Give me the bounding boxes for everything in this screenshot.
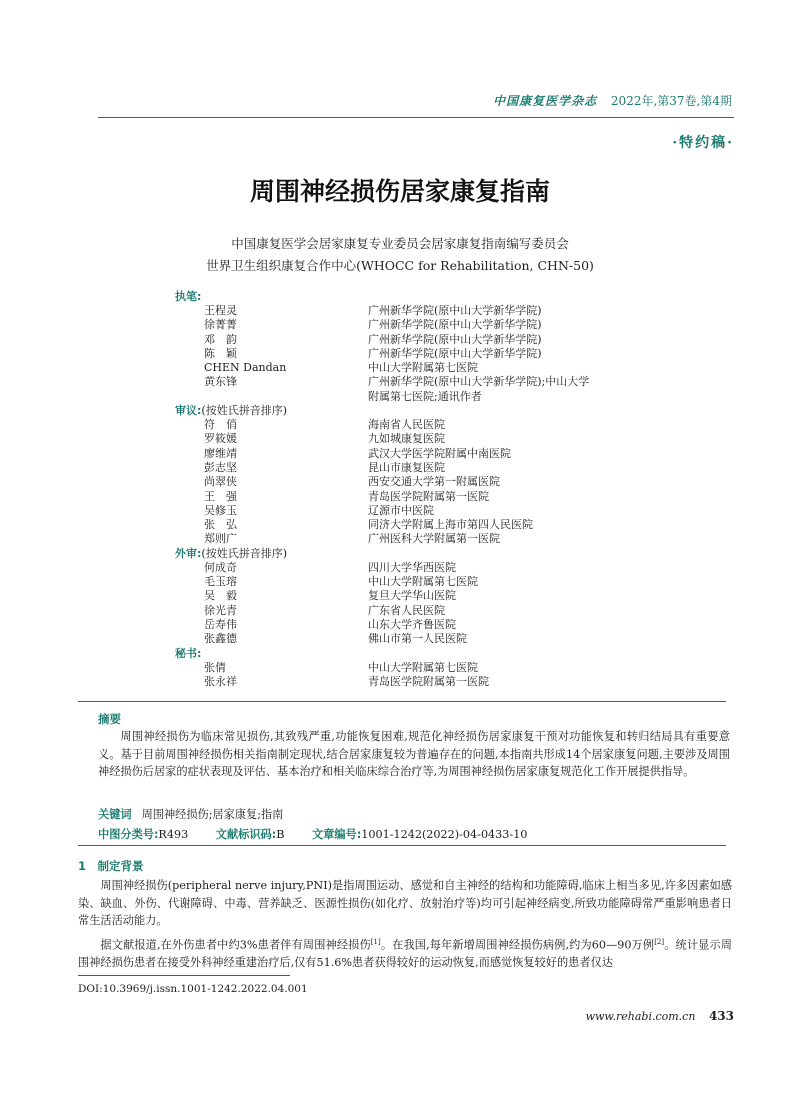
doi: DOI:10.3969/j.issn.1001-1242.2022.04.001 xyxy=(78,983,308,995)
person-name: 邓 韵 xyxy=(204,332,237,346)
person-name: 张永祥 xyxy=(204,674,237,688)
person-affiliation: 九如城康复医院 xyxy=(368,432,445,446)
person-affiliation: 广东省人民医院 xyxy=(368,603,445,617)
person-affiliation: 同济大学附属上海市第四人民医院 xyxy=(368,518,533,532)
person-affiliation: 青岛医学院附属第一医院 xyxy=(368,489,489,503)
person-row xyxy=(175,432,635,446)
person-row xyxy=(175,390,635,404)
journal-url[interactable]: www.rehabi.com.cn xyxy=(585,1010,696,1023)
person-affiliation: 广州医科大学附属第一医院 xyxy=(368,532,500,546)
keywords-value: 周围神经损伤;居家康复;指南 xyxy=(141,808,284,821)
person-row xyxy=(175,490,635,504)
clc-label: 中图分类号: xyxy=(98,828,159,841)
person-row xyxy=(175,575,635,589)
person-name: CHEN Dandan xyxy=(204,361,287,375)
person-name: 王 强 xyxy=(204,489,237,503)
footnote-rule xyxy=(78,975,290,976)
section-heading: 1 制定背景 xyxy=(78,859,144,873)
person-affiliation: 复旦大学华山医院 xyxy=(368,589,456,603)
person-name: 毛玉瑢 xyxy=(204,575,237,589)
column-label: ·特约稿· xyxy=(672,135,734,151)
section-label xyxy=(175,290,635,304)
person-affiliation: 海南省人民医院 xyxy=(368,418,445,432)
person-name: 尚翠侠 xyxy=(204,475,237,489)
doc-code-label: 文献标识码: xyxy=(215,828,277,841)
person-row xyxy=(175,504,635,518)
person-name: 张倩 xyxy=(204,660,226,674)
section-label xyxy=(175,647,635,661)
person-row xyxy=(175,447,635,461)
person-affiliation: 辽源市中医院 xyxy=(368,503,434,517)
person-row xyxy=(175,318,635,332)
keywords xyxy=(98,806,283,822)
section-label-text: 外审: xyxy=(175,546,202,560)
person-name: 符 俏 xyxy=(204,418,237,432)
person-name: 廖维靖 xyxy=(204,446,237,460)
clc-value: R493 xyxy=(158,828,189,841)
person-row xyxy=(175,347,635,361)
section-label-text: 审议: xyxy=(175,404,202,418)
section-note: (按姓氏拼音排序) xyxy=(201,404,287,418)
person-row xyxy=(175,589,635,603)
person-name: 吴 毅 xyxy=(204,589,237,603)
classification-line xyxy=(98,826,551,842)
body-paragraph-2: 据文献报道,在外伤患者中约3%患者伴有周围神经损伤[1]。在我国,每年新增周围神经损伤病例,约为60—90万例[2]。统计显示周围神经损伤患者在接受外科神经重建治疗后,仅有51.6%患者获得较好的运动恢复,而感觉恢复较好的患者仅达 xyxy=(78,938,732,970)
person-affiliation: 中山大学附属第七医院 xyxy=(368,660,478,674)
abstract-text: 周围神经损伤为临床常见损伤,其致残严重,功能恢复困难,规范化神经损伤居家康复干预对功能恢复和转归结局具有重要意义。基于目前周围神经损伤相关指南制定现状,结合居家康复较为普遍存在的问题,本指南共形成14个居家康复问题,主要涉及周围神经损伤后居家的症状表现及评估、基本治疗和相关临床综合治疗等,为周围神经损伤居家康复规范化工作开展提供指导。 xyxy=(98,730,730,779)
person-name: 吴修玉 xyxy=(204,503,237,517)
person-name: 彭志坚 xyxy=(204,460,237,474)
person-row xyxy=(175,661,635,675)
person-row xyxy=(175,304,635,318)
person-name: 郑则广 xyxy=(204,532,237,546)
journal-name: 中国康复医学杂志 xyxy=(493,94,598,108)
person-affiliation: 山东大学齐鲁医院 xyxy=(368,617,456,631)
person-affiliation: 广州新华学院(原中山大学新华学院) xyxy=(368,304,542,317)
reference-2[interactable]: [2] xyxy=(654,938,665,946)
person-affiliation: 中山大学附属第七医院 xyxy=(368,575,478,589)
person-name: 黄东锋 xyxy=(204,375,237,389)
person-name: 王程灵 xyxy=(204,304,237,317)
person-row xyxy=(175,604,635,618)
person-affiliation: 西安交通大学第一附属医院 xyxy=(368,475,500,489)
reference-1[interactable]: [1] xyxy=(370,938,381,946)
running-header xyxy=(98,92,732,114)
article-no-value: 1001-1242(2022)-04-0433-10 xyxy=(361,828,528,841)
person-row xyxy=(175,561,635,575)
page-number: 433 xyxy=(708,1009,734,1023)
keywords-label: 关键词 xyxy=(98,808,132,821)
person-row xyxy=(175,532,635,546)
section-note: (按姓氏拼音排序) xyxy=(201,546,287,560)
person-name: 岳寿伟 xyxy=(204,617,237,631)
doc-code-value: B xyxy=(276,828,285,841)
section-label-text: 秘书: xyxy=(175,646,202,660)
person-row xyxy=(175,618,635,632)
person-affiliation: 武汉大学医学院附属中南医院 xyxy=(368,446,511,460)
body-paragraph-1: 周围神经损伤(peripheral nerve injury,PNI)是指周围运动、感觉和自主神经的结构和功能障碍,临床上相当多见,许多因素如感染、缺血、外伤、代谢障碍、中毒、营养缺乏、医源性损伤(如化疗、放射治疗等)均可引起神经病变,所致功能障碍常严重影响患者日常生活活动能力。 xyxy=(78,879,732,927)
organization-line-2: 世界卫生组织康复合作中心(WHOCC for Rehabilitation, CHN-50) xyxy=(206,258,594,273)
person-name: 罗筱媛 xyxy=(204,432,237,446)
journal-volume: 2022年,第37卷,第4期 xyxy=(610,94,732,108)
person-row xyxy=(175,518,635,532)
person-affiliation: 中山大学附属第七医院 xyxy=(368,361,478,375)
person-name: 徐菁菁 xyxy=(204,318,237,332)
abstract-top-rule xyxy=(78,701,726,702)
person-affiliation: 广州新华学院(原中山大学新华学院);中山大学 xyxy=(368,375,590,389)
section-label xyxy=(175,404,635,418)
article-no-label: 文章编号: xyxy=(311,828,362,841)
page-footer xyxy=(560,1009,734,1023)
person-affiliation: 广州新华学院(原中山大学新华学院) xyxy=(368,346,542,360)
article-title: 周围神经损伤居家康复指南 xyxy=(249,177,550,206)
person-row xyxy=(175,461,635,475)
person-row xyxy=(175,361,635,375)
person-affiliation: 广州新华学院(原中山大学新华学院) xyxy=(368,318,542,332)
person-name xyxy=(175,390,368,404)
person-row xyxy=(175,632,635,646)
abstract-bottom-rule xyxy=(78,845,726,846)
person-row xyxy=(175,475,635,489)
person-affiliation: 四川大学华西医院 xyxy=(368,560,456,574)
person-row xyxy=(175,333,635,347)
person-row xyxy=(175,375,635,389)
person-affiliation: 佛山市第一人民医院 xyxy=(368,632,467,646)
person-affiliation: 附属第七医院;通讯作者 xyxy=(368,389,482,403)
section-label xyxy=(175,547,635,561)
header-divider xyxy=(98,117,734,118)
person-row xyxy=(175,418,635,432)
section-label-text: 执笔: xyxy=(175,290,202,303)
person-name: 徐光青 xyxy=(204,603,237,617)
organization-line-1: 中国康复医学会居家康复专业委员会居家康复指南编写委员会 xyxy=(231,236,569,251)
person-affiliation: 昆山市康复医院 xyxy=(368,460,445,474)
person-name: 何成奇 xyxy=(204,560,237,574)
person-name: 张 弘 xyxy=(204,518,237,532)
abstract-heading: 摘要 xyxy=(98,712,121,726)
person-row xyxy=(175,675,635,689)
person-name: 张鑫德 xyxy=(204,632,237,646)
person-affiliation: 青岛医学院附属第一医院 xyxy=(368,674,489,688)
author-list xyxy=(175,290,635,689)
person-affiliation: 广州新华学院(原中山大学新华学院) xyxy=(368,332,542,346)
person-name: 陈 颖 xyxy=(204,346,237,360)
